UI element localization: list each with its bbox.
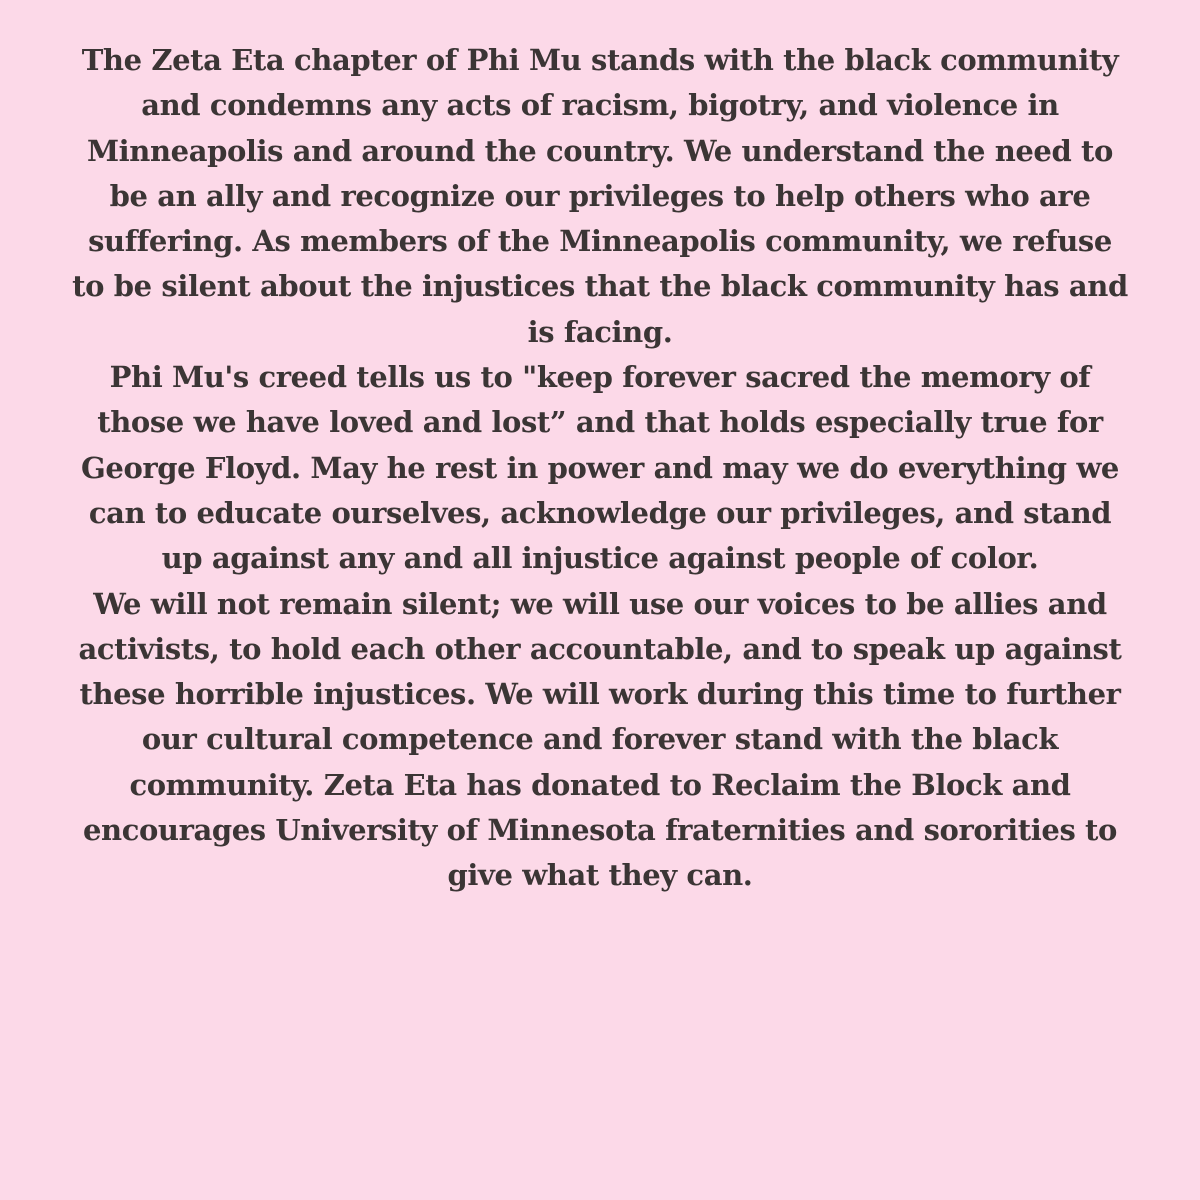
paragraph-commitment <box>50 582 1150 899</box>
paragraph-creed <box>50 355 1150 581</box>
text-line: is facing. <box>527 314 673 349</box>
text-line: our cultural competence and forever stand with the black <box>141 722 1059 757</box>
text-line: be an ally and recognize our privileges to help others who are <box>109 178 1091 213</box>
text-line: can to educate ourselves, acknowledge our privileges, and stand <box>88 495 1112 530</box>
text-line: Phi Mu's creed tells us to "keep forever sacred the memory of <box>109 360 1091 395</box>
text-line: Minneapolis and around the country. We understand the need to <box>86 133 1113 168</box>
text-line: suffering. As members of the Minneapolis community, we refuse <box>88 224 1112 259</box>
text-line: We will not remain silent; we will use our voices to be allies and <box>93 586 1107 621</box>
text-line: those we have loved and lost” and that holds especially true for <box>97 405 1103 440</box>
text-line: George Floyd. May he rest in power and may we do everything we <box>81 450 1119 485</box>
text-line: The Zeta Eta chapter of Phi Mu stands with the black community <box>81 43 1119 77</box>
text-line: these horrible injustices. We will work during this time to further <box>79 677 1121 712</box>
text-line: to be silent about the injustices that the black community has and <box>72 269 1128 304</box>
paragraph-solidarity <box>50 38 1150 355</box>
text-line: and condemns any acts of racism, bigotry, and violence in <box>141 88 1059 123</box>
text-line: activists, to hold each other accountable, and to speak up against <box>78 631 1122 666</box>
text-line: community. Zeta Eta has donated to Reclaim the Block and <box>129 767 1071 802</box>
statement-text <box>50 38 1150 899</box>
text-line: encourages University of Minnesota fraternities and sororities to <box>82 813 1117 848</box>
text-line: up against any and all injustice against people of color. <box>161 541 1039 576</box>
text-line: give what they can. <box>447 858 753 893</box>
